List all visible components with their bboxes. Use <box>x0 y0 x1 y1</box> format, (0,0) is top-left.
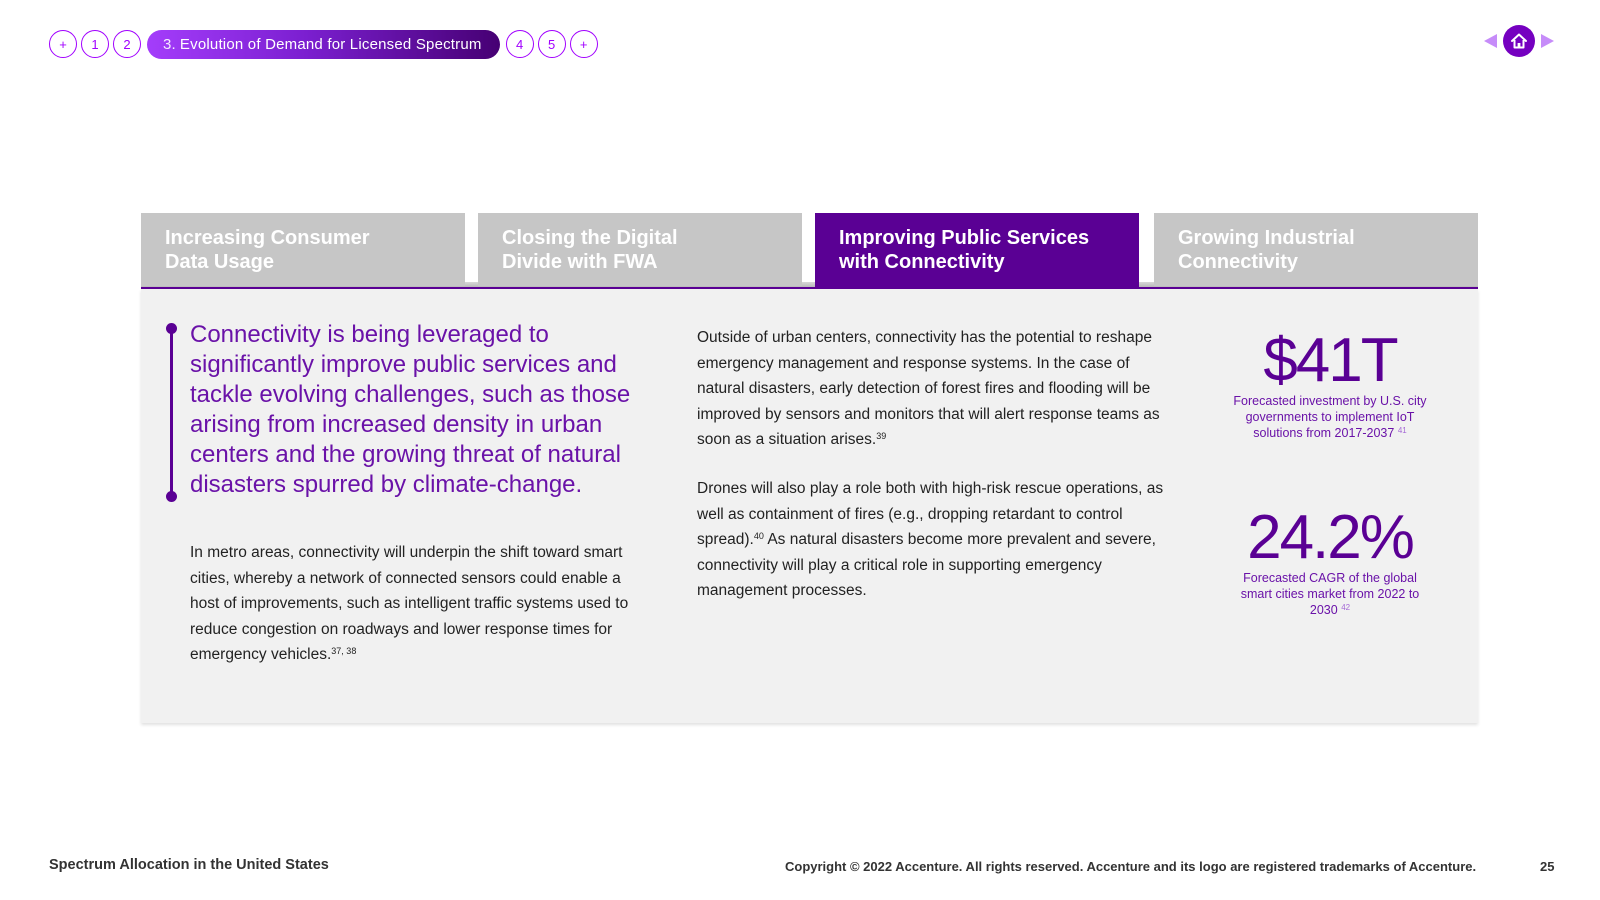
stat-value: 24.2% <box>1247 503 1413 572</box>
tab-label-line1: Improving Public Services <box>839 227 1090 249</box>
pull-quote: Connectivity is being leveraged to significantly improve public services and tackle evolving challenges, such as those arising from increased density in urban centers and the growing threat of natural disasters spurred by climate-change. <box>190 321 631 498</box>
tab-growing-industrial-connectivity[interactable] <box>1154 213 1478 286</box>
expand-left-button[interactable]: + <box>49 30 77 58</box>
section-3-active-button[interactable] <box>147 30 500 59</box>
stat-label <box>1230 393 1430 441</box>
drones-text-part2: As natural disasters become more prevalent and severe, connectivity will play a critical role in supporting emergency management processes. <box>697 531 1156 599</box>
metro-areas-paragraph <box>190 540 640 668</box>
tab-label-line2: Connectivity <box>1178 251 1299 273</box>
tab-increasing-consumer-data-usage[interactable] <box>141 213 465 286</box>
tab-label-line2: Divide with FWA <box>502 251 658 273</box>
expand-right-button[interactable]: + <box>570 30 598 58</box>
footnote-ref: 39 <box>876 431 887 441</box>
active-section-number: 3. <box>163 35 176 53</box>
outside-urban-text: Outside of urban centers, connectivity has the potential to reshape emergency management and response systems. In the case of natural disasters, early detection of forest fires and flooding will be improved by sensors and monitors that will alert response teams as soon as a situation arises. <box>697 329 1160 448</box>
footnote-ref: 41 <box>1397 426 1407 435</box>
tab-label-line2: with Connectivity <box>839 251 1005 273</box>
home-icon <box>1510 32 1528 50</box>
active-section-title: Evolution of Demand for Licensed Spectrum <box>179 35 482 53</box>
stat-label-text: Forecasted investment by U.S. city governments to implement IoT solutions from 2017-2037 <box>1233 394 1427 440</box>
page-navigation <box>1484 25 1554 57</box>
tab-label-line2: Data Usage <box>165 251 274 273</box>
document-title: Spectrum Allocation in the United States <box>49 857 329 873</box>
tab-label-line1: Closing the Digital <box>502 227 678 249</box>
quote-bar-top-dot <box>166 323 177 334</box>
tab-label-line1: Growing Industrial <box>1178 227 1355 249</box>
tab-improving-public-services[interactable] <box>815 213 1139 287</box>
copyright-notice: Copyright © 2022 Accenture. All rights reserved. Accenture and its logo are registered trademarks of Accenture. <box>785 859 1477 874</box>
tab-closing-the-digital-divide[interactable] <box>478 213 802 286</box>
stat-cagr <box>1230 503 1430 618</box>
topic-tabs <box>141 213 1478 287</box>
metro-areas-text: In metro areas, connectivity will underpin the shift toward smart cities, whereby a network of connected sensors could enable a host of improvements, such as intelligent traffic systems used to reduce congestion on roadways and lower response times for emergency vehicles. <box>190 544 629 663</box>
section-5-button[interactable]: 5 <box>538 30 566 58</box>
next-page-icon[interactable] <box>1541 34 1554 48</box>
stat-investment <box>1230 326 1430 441</box>
page-number: 25 <box>1540 859 1555 874</box>
drones-text-part1: Drones will also play a role both with high-risk rescue operations, as well as containment of fires (e.g., dropping retardant to control spread). <box>697 480 1164 548</box>
previous-page-icon[interactable] <box>1484 34 1497 48</box>
stat-value: $41T <box>1263 326 1397 395</box>
quote-bar-bottom-dot <box>166 491 177 502</box>
outside-urban-paragraph <box>697 325 1167 453</box>
stat-label-text: Forecasted CAGR of the global smart cities market from 2022 to 2030 <box>1240 571 1420 617</box>
tab-label-line1: Increasing Consumer <box>165 227 370 249</box>
drones-paragraph <box>697 476 1167 604</box>
quote-accent-bar <box>170 326 173 498</box>
footnote-ref: 42 <box>1341 603 1351 612</box>
home-button[interactable] <box>1503 25 1535 57</box>
stat-label <box>1230 570 1430 618</box>
section-navigation <box>49 29 598 59</box>
section-1-button[interactable]: 1 <box>81 30 109 58</box>
section-4-button[interactable]: 4 <box>506 30 534 58</box>
section-2-button[interactable]: 2 <box>113 30 141 58</box>
footnote-ref: 40 <box>753 531 764 541</box>
footnote-ref: 37, 38 <box>331 646 357 656</box>
